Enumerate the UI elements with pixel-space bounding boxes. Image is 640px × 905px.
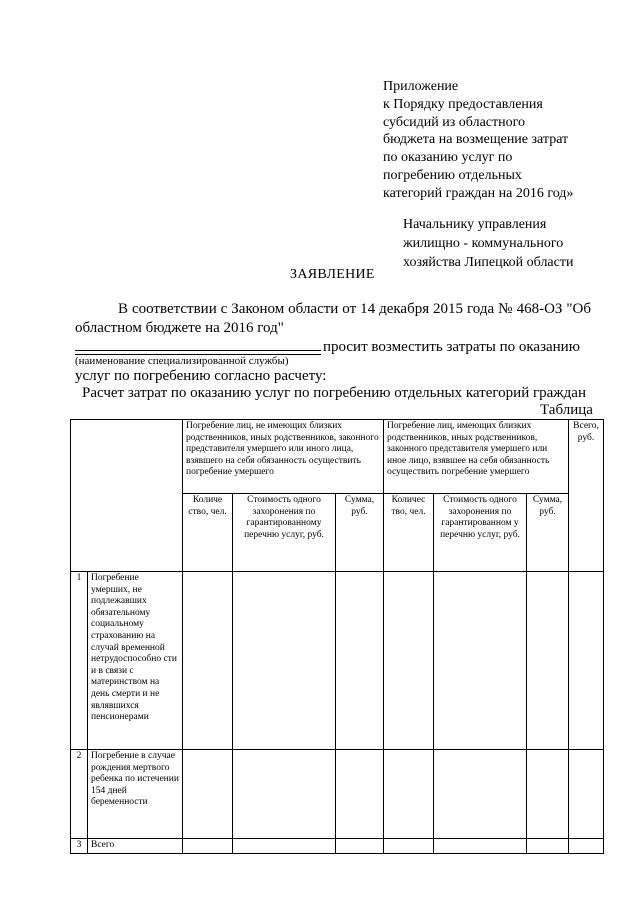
g1-sum-header: Сумма, руб. xyxy=(336,494,384,572)
group2-header: Погребение лиц, имеющих близких родственников, иных родственников, законного представителя умершего или иное лицо, взявшее на себя обязанность осуществить погребение умершего xyxy=(384,420,569,494)
row-number: 3 xyxy=(71,839,88,854)
addressee-line: хозяйства Липецкой области xyxy=(403,255,574,270)
table-cell[interactable] xyxy=(233,839,336,854)
addressee-line: жилищно - коммунального xyxy=(403,236,564,251)
table-label: Таблица xyxy=(540,402,593,418)
row-label: Погребение в случае рождения мертвого ребенка по истечении 154 дней беременности xyxy=(88,750,183,839)
table-cell[interactable] xyxy=(233,750,336,839)
statement-line-1: В соответствии с Законом области от 14 декабря 2015 года № 468-ОЗ "Об xyxy=(118,301,591,317)
appendix-line: погребению отдельных xyxy=(383,167,522,183)
table-cell[interactable] xyxy=(569,572,604,750)
table-cell[interactable] xyxy=(527,750,569,839)
table-cell[interactable] xyxy=(183,572,233,750)
table-cell[interactable] xyxy=(336,839,384,854)
table-row xyxy=(71,572,604,750)
statement-paragraph xyxy=(75,300,591,338)
header-empty-cell xyxy=(71,420,183,572)
table-cell[interactable] xyxy=(569,750,604,839)
table-cell[interactable] xyxy=(434,750,527,839)
table-cell[interactable] xyxy=(183,839,233,854)
row-label: Погребение умерших, не подлежавших обязательному социальному страхованию на случай временной нетрудоспособно сти и в связи с материнством на день смерти и не являвшихся пенсионерами xyxy=(88,572,183,750)
statement-line-2: областном бюджете на 2016 год" xyxy=(75,320,284,336)
row-number: 2 xyxy=(71,750,88,839)
addressee-block xyxy=(403,215,573,272)
table-cell[interactable] xyxy=(569,839,604,854)
table-row xyxy=(71,839,604,854)
calculation-intro: услуг по погребению согласно расчету: xyxy=(75,368,327,384)
table-cell[interactable] xyxy=(384,839,434,854)
appendix-line: к Порядку предоставления xyxy=(383,96,543,112)
g2-qty-header: Количес тво, чел. xyxy=(384,494,434,572)
table-row xyxy=(71,750,604,839)
g2-sum-header: Сумма, руб. xyxy=(527,494,569,572)
table-cell[interactable] xyxy=(336,750,384,839)
appendix-block xyxy=(383,78,573,203)
request-text: просит возместить затраты по оказанию xyxy=(323,339,580,355)
table-cell[interactable] xyxy=(233,572,336,750)
table-cell[interactable] xyxy=(434,839,527,854)
table-cell[interactable] xyxy=(384,572,434,750)
table-cell[interactable] xyxy=(434,572,527,750)
addressee-line: Начальнику управления xyxy=(403,217,547,232)
calculation-title: Расчет затрат по оказанию услуг по погребению отдельных категорий граждан xyxy=(82,385,586,401)
appendix-line: по оказанию услуг по xyxy=(383,150,513,166)
document-title: ЗАЯВЛЕНИЕ xyxy=(290,267,375,282)
table-cell[interactable] xyxy=(527,839,569,854)
appendix-line: субсидий из областного xyxy=(383,114,525,130)
table-cell[interactable] xyxy=(527,572,569,750)
g1-cost-header: Стоимость одного захоронения по гарантированному перечню услуг, руб. xyxy=(233,494,336,572)
calculation-table xyxy=(70,419,604,854)
appendix-line: Приложение xyxy=(383,79,459,94)
group1-header: Погребение лиц, не имеющих близких родственников, иных родственников, законного представителя умершего или иного лица, взявшего на себя обязанность осуществить погребение умершего xyxy=(183,420,384,494)
appendix-line: категорий граждан на 2016 год» xyxy=(383,185,574,201)
g2-cost-header: Стоимость одного захоронения по гарантированном у перечню услуг, руб. xyxy=(434,494,527,572)
row-label: Всего xyxy=(88,839,183,854)
g1-qty-header: Количе ство, чел. xyxy=(183,494,233,572)
service-name-hint: (наименование специализированной службы) xyxy=(75,355,289,367)
total-header: Всего, руб. xyxy=(569,420,604,572)
table-cell[interactable] xyxy=(336,572,384,750)
table-cell[interactable] xyxy=(384,750,434,839)
table-header-row xyxy=(71,420,604,494)
row-number: 1 xyxy=(71,572,88,750)
appendix-line: бюджета на возмещение затрат xyxy=(383,132,569,148)
service-name-blank[interactable] xyxy=(75,340,321,351)
table-cell[interactable] xyxy=(183,750,233,839)
